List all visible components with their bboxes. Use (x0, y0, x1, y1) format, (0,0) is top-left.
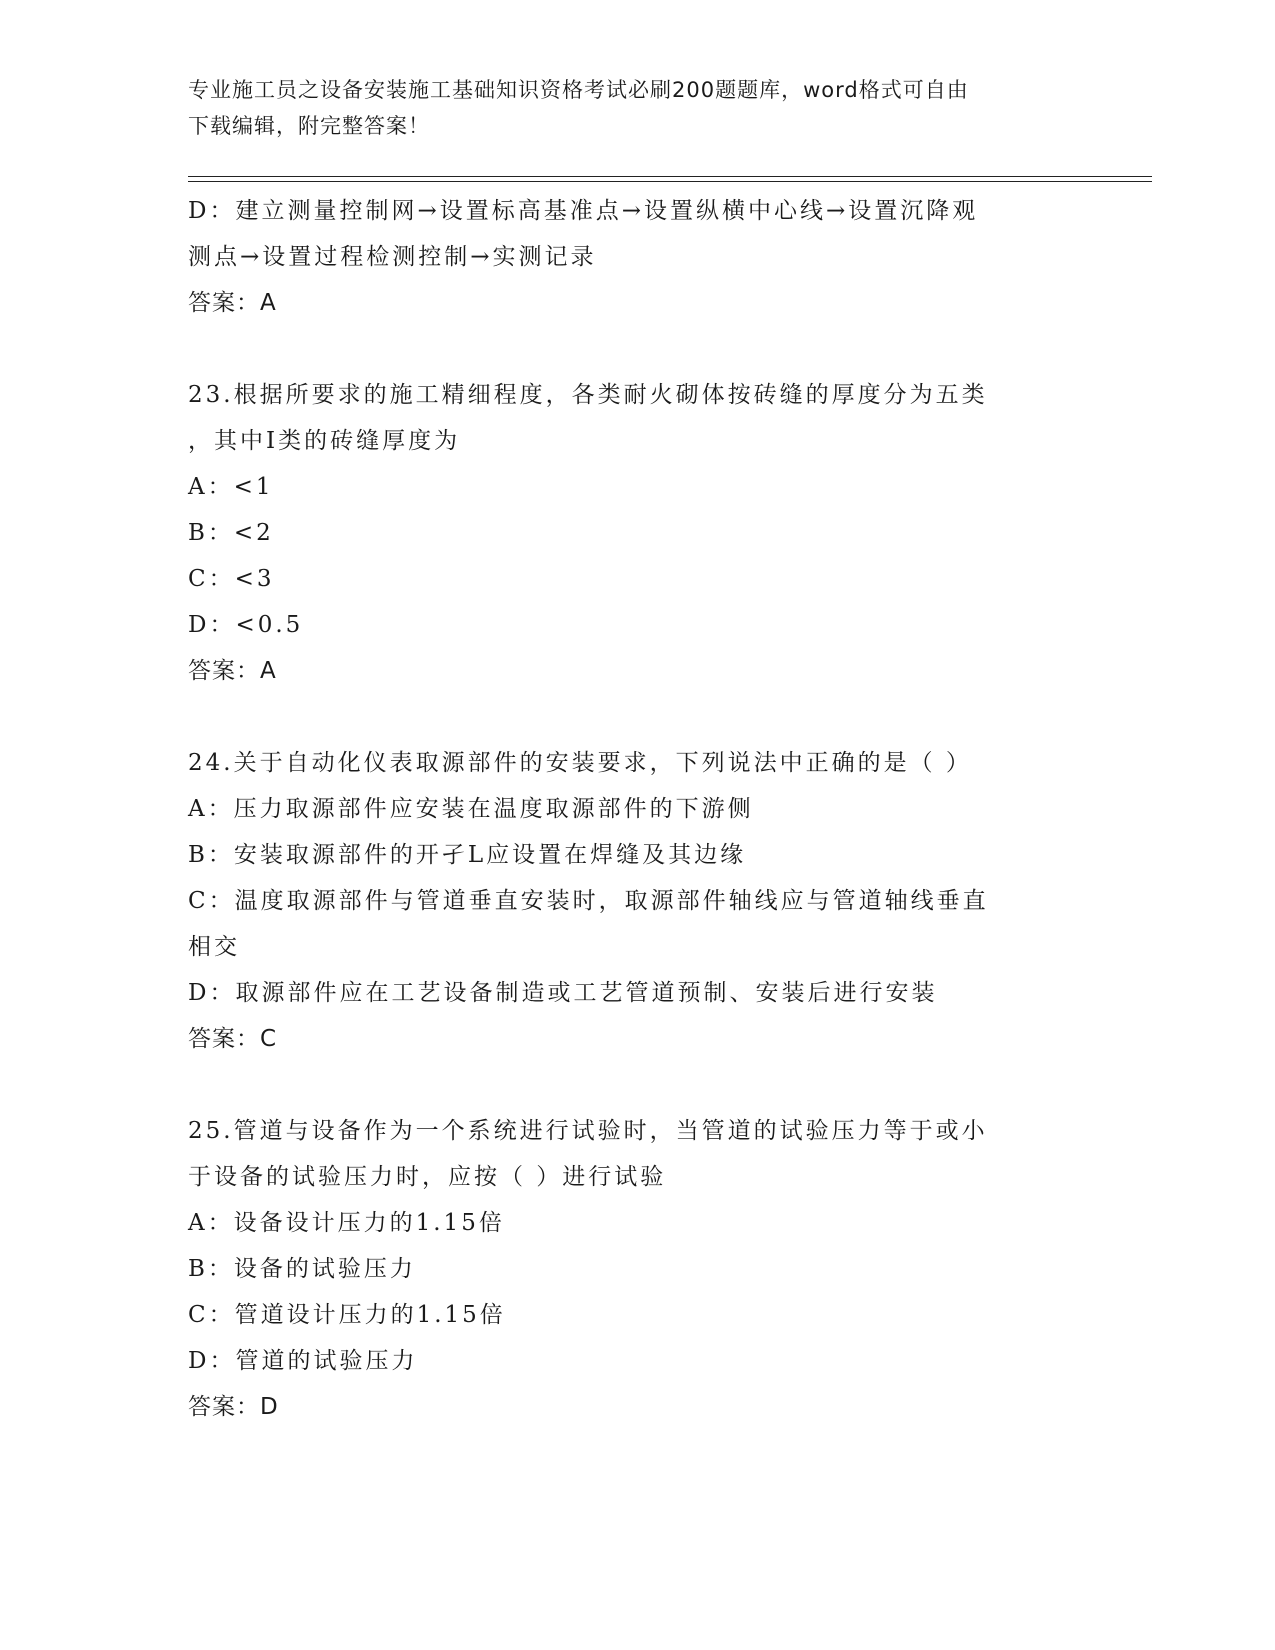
question-25-block (188, 1108, 1088, 1430)
spacer (188, 1062, 1088, 1108)
question-22-block (188, 188, 1088, 326)
q24-question: 24.关于自动化仪表取源部件的安装要求，下列说法中正确的是（ ） (188, 750, 972, 776)
q25-question-line-2: 于设备的试验压力时，应按（ ）进行试验 (188, 1164, 667, 1190)
q22-option-d-line-1: D：建立测量控制网→设置标高基准点→设置纵横中心线→设置沉降观 (188, 198, 979, 224)
q24-option-d: D：取源部件应在工艺设备制造或工艺管道预制、安装后进行安装 (188, 980, 938, 1006)
q24-option-c-line-2: 相交 (188, 934, 240, 960)
spacer (188, 326, 1088, 372)
q25-option-b: B：设备的试验压力 (188, 1256, 416, 1282)
document-header (188, 72, 1088, 144)
question-23-block (188, 372, 1088, 694)
q25-option-d: D：管道的试验压力 (188, 1348, 418, 1374)
q23-answer: 答案：A (188, 658, 277, 684)
question-24-block (188, 740, 1088, 1062)
question-list (188, 188, 1088, 1430)
q23-option-b: B：<2 (188, 520, 274, 546)
q24-answer: 答案：C (188, 1026, 278, 1052)
q23-option-d: D：<0.5 (188, 612, 304, 638)
q23-option-a: A：<1 (188, 474, 274, 500)
q25-question-line-1: 25.管道与设备作为一个系统进行试验时，当管道的试验压力等于或小 (188, 1118, 988, 1144)
header-divider-bottom (188, 181, 1152, 182)
header-line-2: 下载编辑，附完整答案！ (188, 114, 430, 138)
header-line-1: 专业施工员之设备安装施工基础知识资格考试必刷200题题库，word格式可自由 (188, 78, 969, 102)
header-divider-top (188, 176, 1152, 177)
q25-option-c: C：管道设计压力的1.15倍 (188, 1302, 506, 1328)
q24-option-b: B：安装取源部件的开孑L应设置在焊缝及其边缘 (188, 842, 747, 868)
q25-option-a: A：设备设计压力的1.15倍 (188, 1210, 505, 1236)
q23-question-line-1: 23.根据所要求的施工精细程度，各类耐火砌体按砖缝的厚度分为五类 (188, 382, 988, 408)
q24-option-a: A：压力取源部件应安装在温度取源部件的下游侧 (188, 796, 754, 822)
spacer (188, 694, 1088, 740)
q23-question-line-2: ，其中I类的砖缝厚度为 (188, 428, 461, 454)
q24-option-c-line-1: C：温度取源部件与管道垂直安装时，取源部件轴线应与管道轴线垂直 (188, 888, 989, 914)
q23-option-c: C：<3 (188, 566, 275, 592)
q22-answer: 答案：A (188, 290, 277, 316)
q22-option-d-line-2: 测点→设置过程检测控制→实测记录 (188, 244, 597, 270)
q25-answer: 答案：D (188, 1394, 279, 1420)
